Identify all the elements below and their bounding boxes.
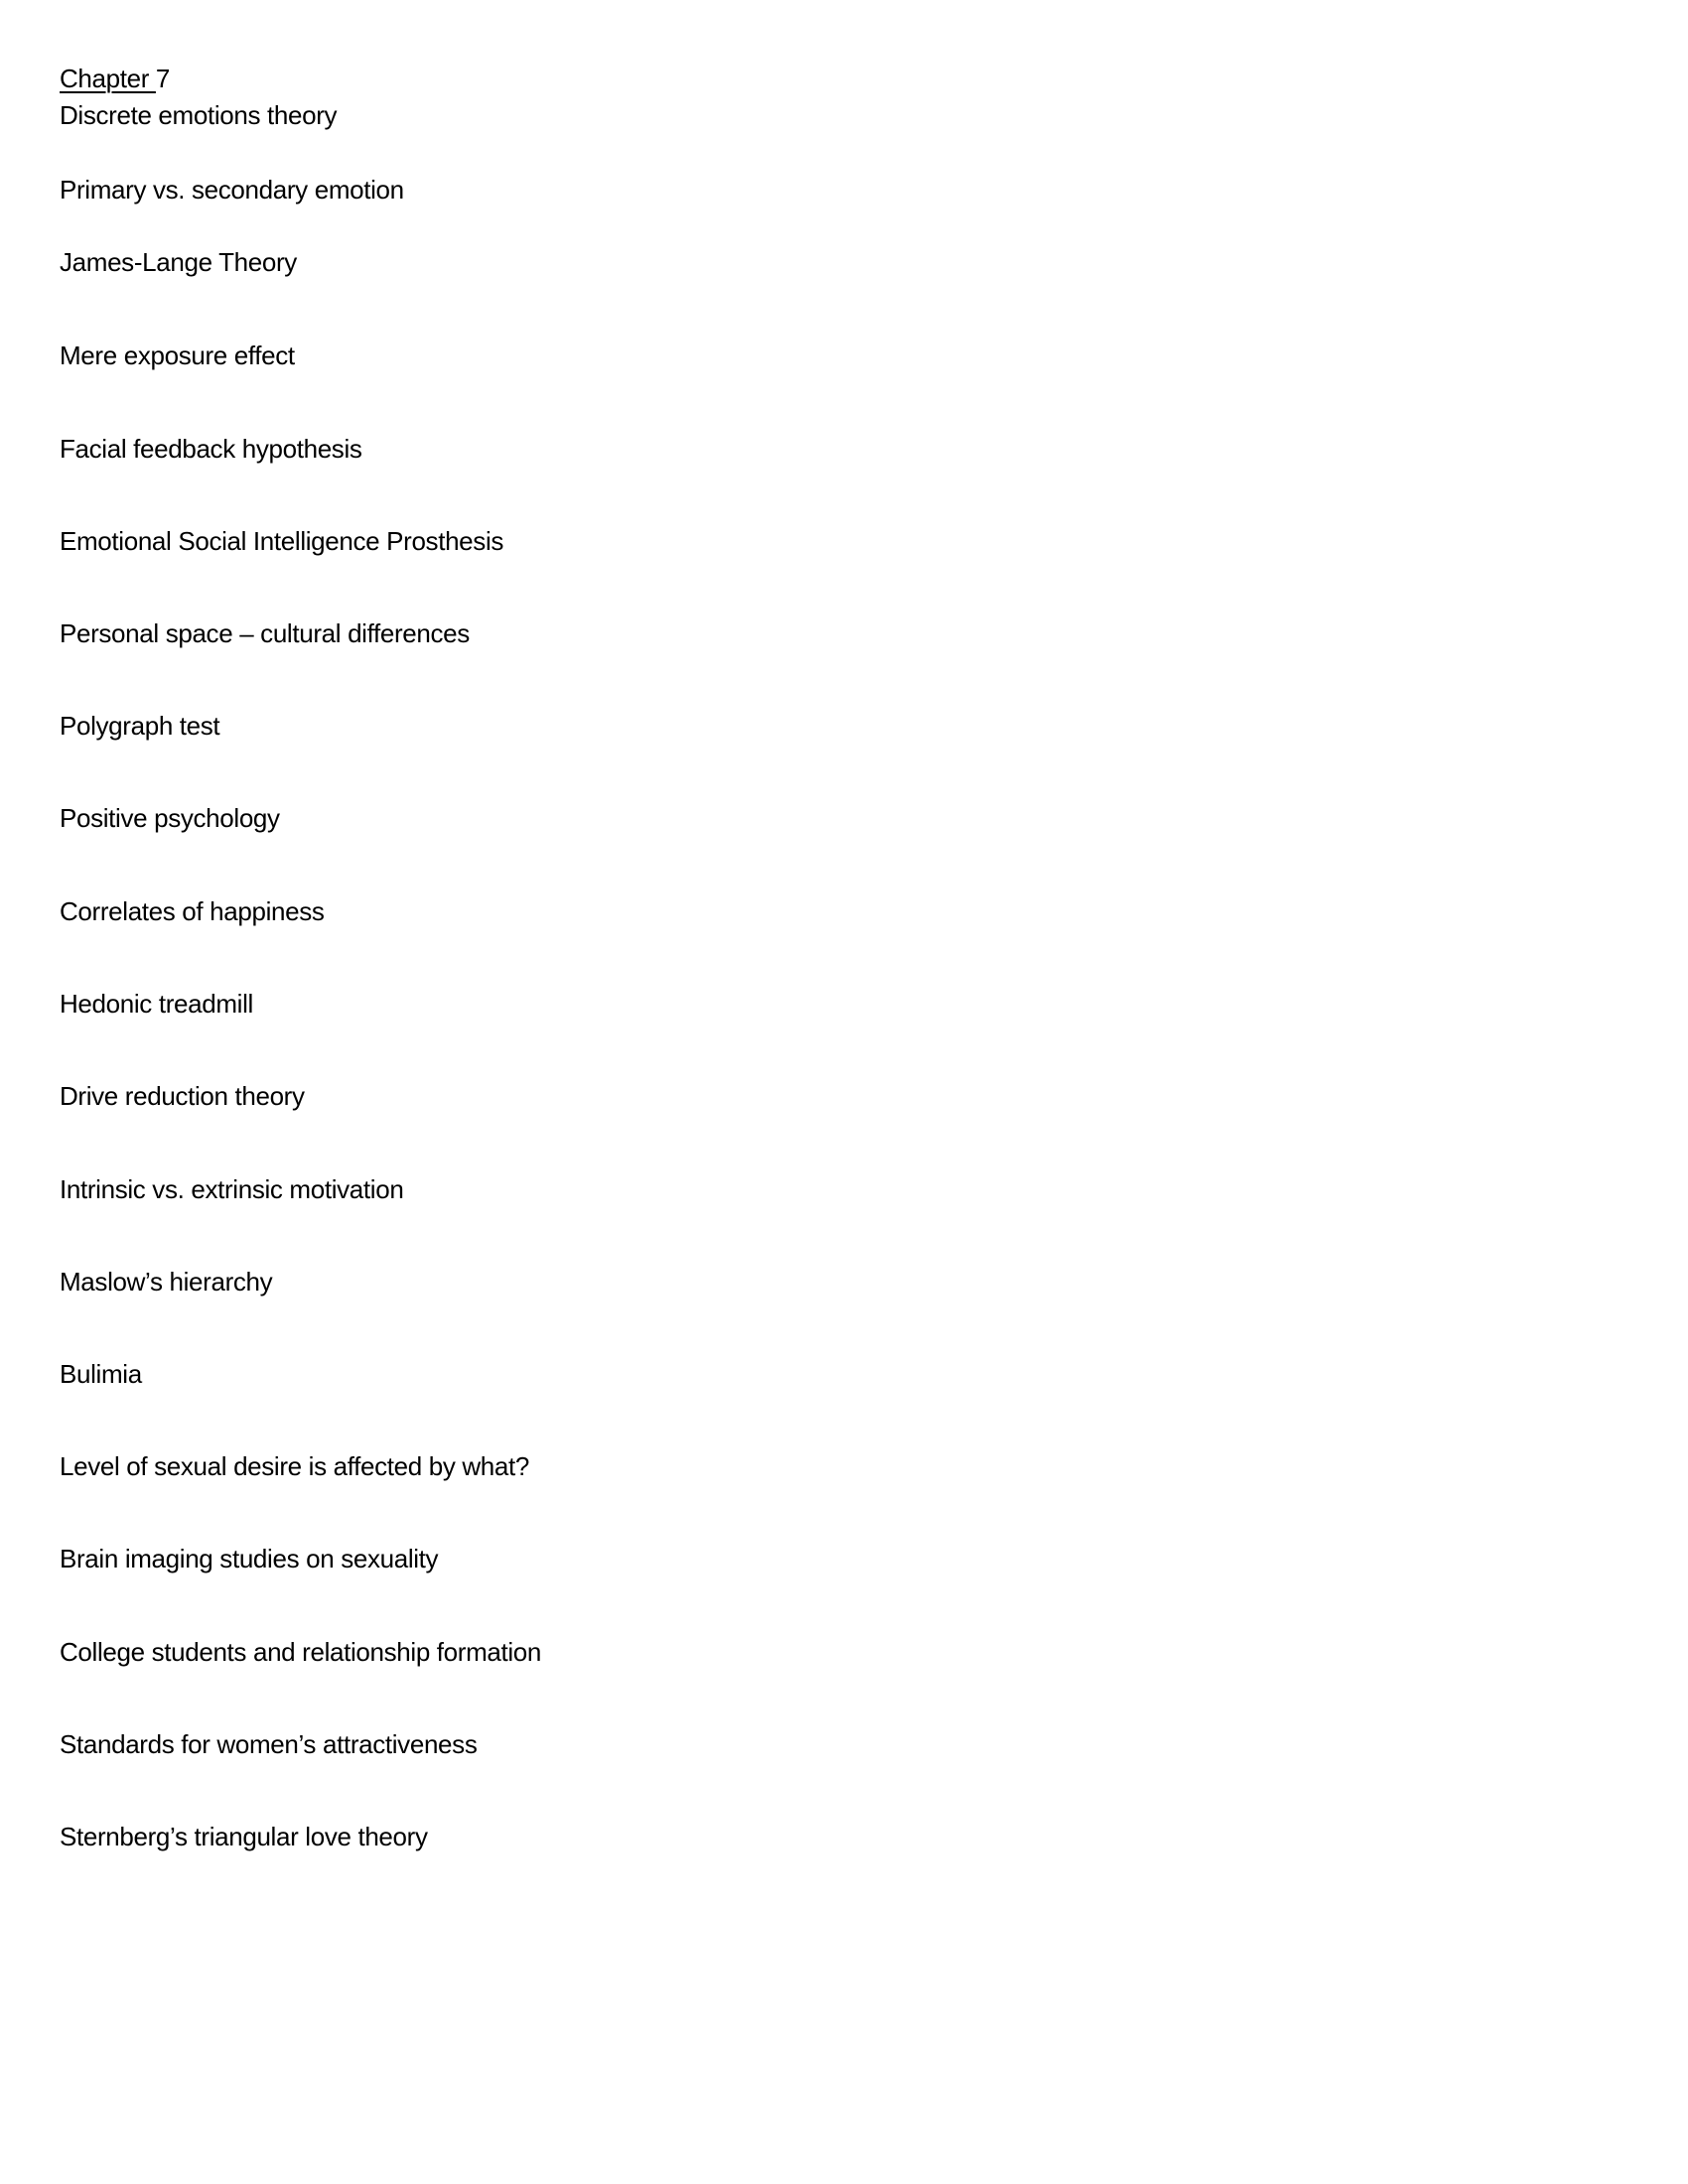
term-item: Bulimia [60,1359,142,1389]
term-item: Discrete emotions theory [60,100,338,130]
term-item: Emotional Social Intelligence Prosthesis [60,526,504,556]
term-item: Mere exposure effect [60,341,295,370]
term-item: College students and relationship formation [60,1637,542,1667]
term-item: Level of sexual desire is affected by what? [60,1451,529,1481]
term-item: Maslow’s hierarchy [60,1267,273,1297]
term-item: Brain imaging studies on sexuality [60,1544,439,1573]
term-item: Standards for women’s attractiveness [60,1729,478,1759]
term-item: Positive psychology [60,803,280,833]
term-item: Correlates of happiness [60,896,325,926]
term-item: James-Lange Theory [60,247,297,277]
chapter-heading [60,66,170,91]
term-item: Facial feedback hypothesis [60,434,362,464]
term-item: Sternberg’s triangular love theory [60,1822,428,1851]
term-item: Drive reduction theory [60,1081,305,1111]
chapter-heading-underlined: Chapter [60,64,156,93]
term-item: Intrinsic vs. extrinsic motivation [60,1174,404,1204]
term-item: Primary vs. secondary emotion [60,175,404,205]
term-item: Personal space – cultural differences [60,618,470,648]
term-item: Hedonic treadmill [60,989,253,1019]
term-item: Polygraph test [60,711,220,741]
chapter-heading-number: 7 [155,64,171,93]
